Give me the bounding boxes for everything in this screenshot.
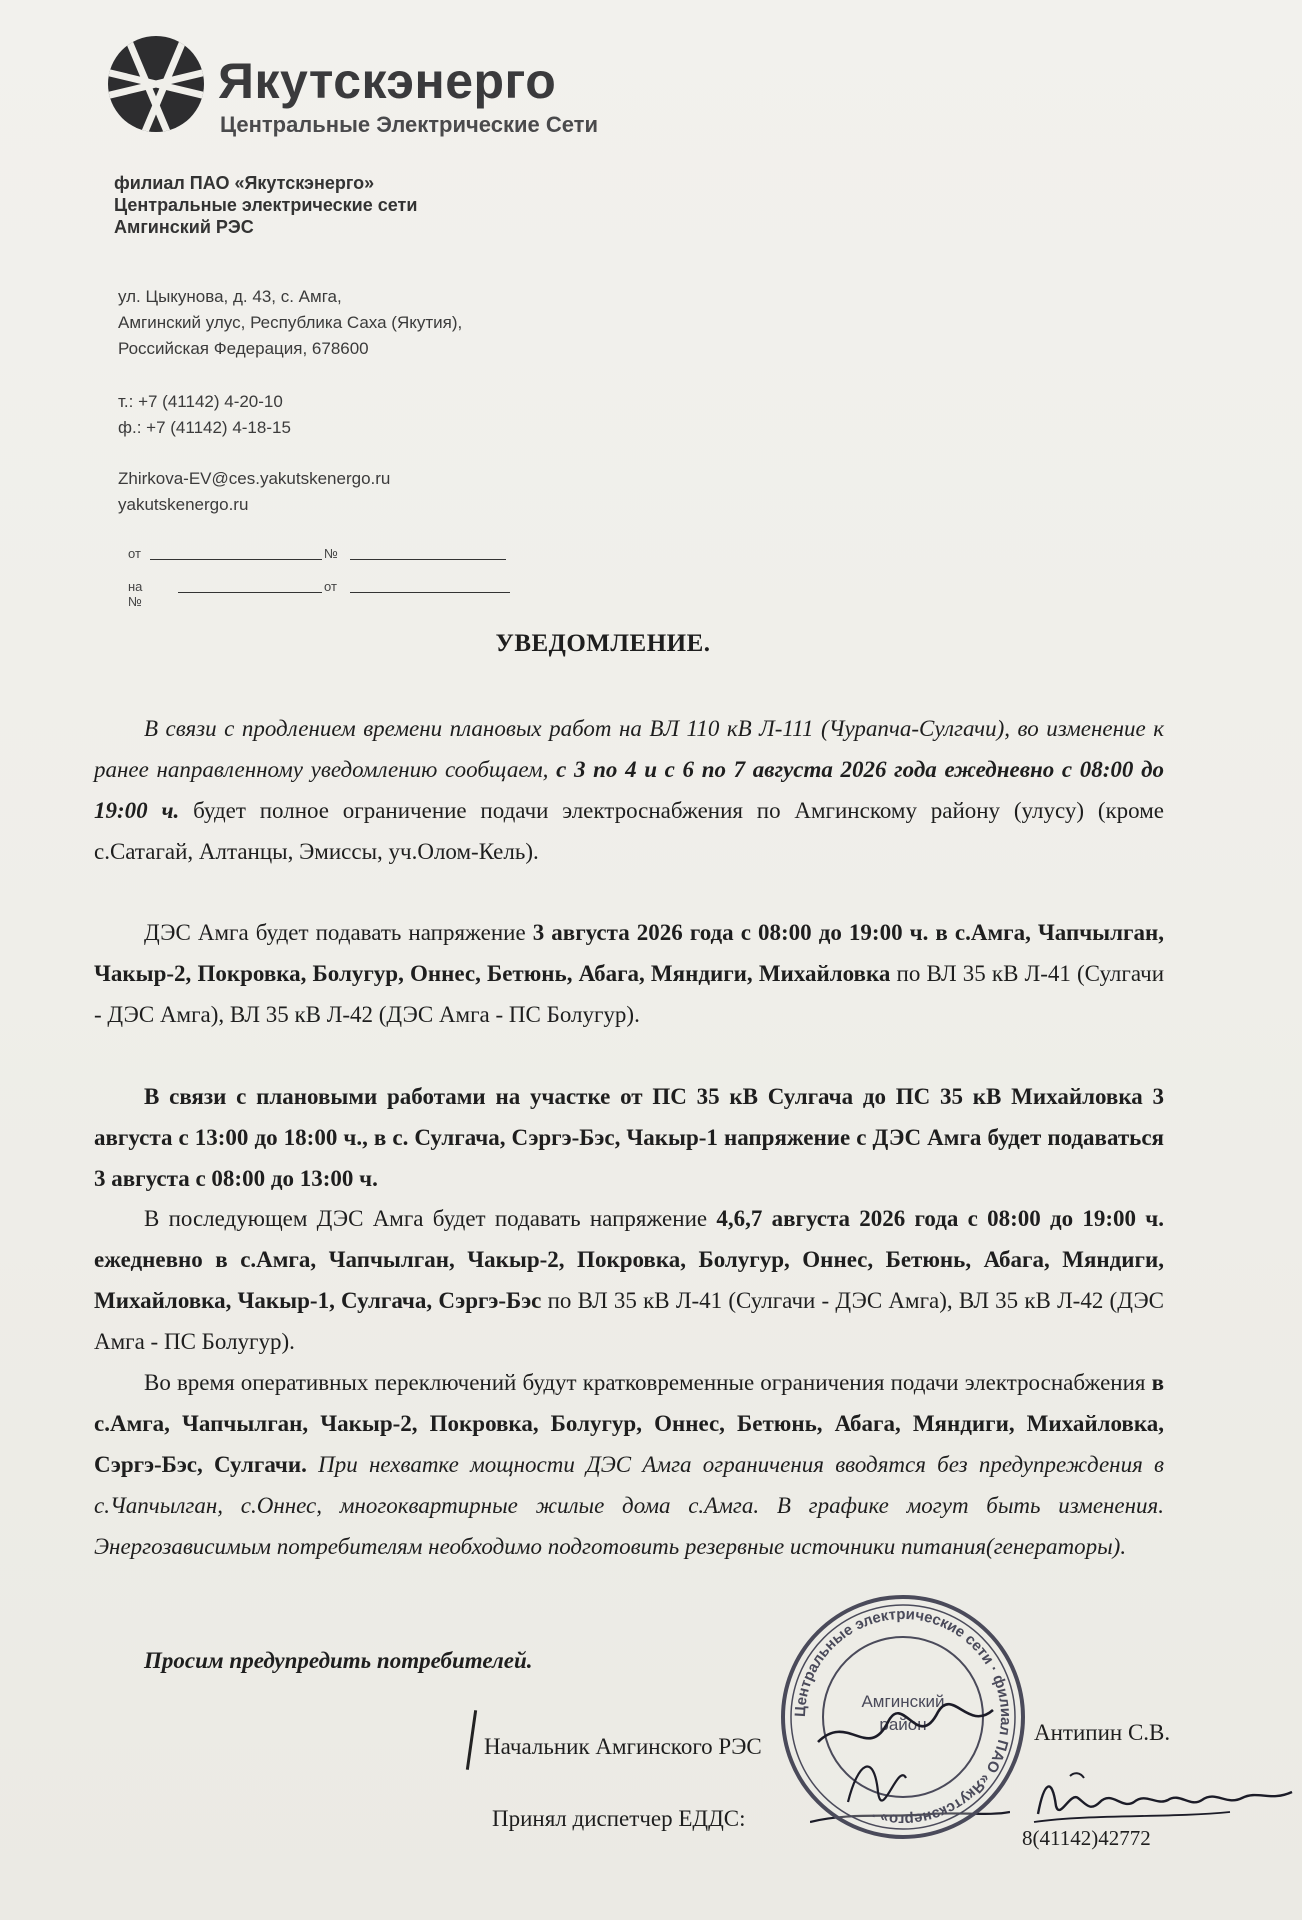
p5-text: Во время оперативных переключений будут кратковременные ограничения подачи электроснабжения xyxy=(144,1370,1152,1395)
p3-text: В связи с плановыми работами на участке от ПС 35 кВ Сулгача до ПС 35 кВ Михайловка 3 августа с 13:00 до 18:00 ч., в с. Сулгача, Сэргэ-Бэс, Чакыр-1 напряжение с ДЭС Амга будет подаваться 3 августа с 08:00 до 13:00 ч. xyxy=(94,1084,1164,1191)
website-line: yakutskenergo.ru xyxy=(118,495,249,514)
phone-line: т.: +7 (41142) 4-20-10 xyxy=(118,392,283,411)
paragraph-1 xyxy=(94,708,1164,872)
company-name: Якутскэнерго xyxy=(218,53,557,109)
paragraph-5 xyxy=(94,1362,1164,1567)
p2-tail: по ВЛ 35 кВ Л-41 (Сулгачи - ДЭС Амга), ВЛ 35 кВ Л-42 (ДЭС Амга - ПС Болугур). xyxy=(94,961,1165,1027)
company-subtitle: Центральные Электрические Сети xyxy=(220,112,598,137)
branch-block xyxy=(114,172,417,238)
p4-bold: 4,6,7 августа 2026 года с 08:00 до 19:00 ч. ежедневно в с.Амга, Чапчылган, Чакыр-2, Покровка, Болугур, Оннес, Бетюнь, Абага, Мяндиги, Михайловка, Чакыр-1, Сулгача, Сэргэ-Бэс xyxy=(94,1206,1164,1313)
document-title: УВЕДОМЛЕНИЕ. xyxy=(495,630,711,657)
p5-italic: При нехватке мощности ДЭС Амга ограничения вводятся без предупреждения в с.Чапчылган, с.Оннес, многоквартирные жилые дома с.Амга. В графике могут быть изменения. Энергозависимым потребителям необходимо подготовить резервные источники питания(генераторы). xyxy=(94,1452,1164,1559)
p1-tail: будет полное ограничение подачи электроснабжения по Амгинскому району (улусу) (кроме с.Сатагай, Алтанцы, Эмиссы, уч.Олом-Кель). xyxy=(94,798,1164,864)
address-line: Российская Федерация, 678600 xyxy=(118,339,369,358)
reg-from-label: от xyxy=(128,546,141,561)
reg-ref-number-blank xyxy=(178,592,322,593)
p1-dates: с 3 по 4 и с 6 по 7 августа 2026 года ежедневно с 08:00 до 19:00 ч. xyxy=(94,757,1164,823)
reg-on-no-label: на № xyxy=(128,579,143,609)
p5-bold: в с.Амга, Чапчылган, Чакыр-2, Покровка, Болугур, Оннес, Бетюнь, Абага, Мяндиги, Михайловка, Сэргэ-Бэс, Сулгачи. xyxy=(94,1370,1164,1477)
fax-line: ф.: +7 (41142) 4-18-15 xyxy=(118,418,291,437)
address-line: Амгинский улус, Республика Саха (Якутия), xyxy=(118,313,463,332)
email-line: Zhirkova-EV@ces.yakutskenergo.ru xyxy=(118,469,391,488)
reg-ref-date-blank xyxy=(350,592,510,593)
p2-bold: 3 августа 2026 года с 08:00 до 19:00 ч. в с.Амга, Чапчылган, Чакыр-2, Покровка, Болугур, Оннес, Бетюнь, Абага, Мяндиги, Михайловка xyxy=(94,920,1164,986)
reg-number-blank xyxy=(350,559,506,560)
stamp-ring-text: Центральные электрические сети · филиал ПАО «Якутскэнерго» · xyxy=(791,1605,1015,1829)
signature-margin-mark xyxy=(466,1710,477,1770)
p1-text: В связи с продлением времени плановых работ на ВЛ 110 кВ Л-111 (Чурапча-Сулгачи), во изменение к ранее направленному уведомлению сообщаем, xyxy=(94,716,1164,782)
address-block xyxy=(118,284,462,362)
paragraph-4 xyxy=(94,1198,1164,1362)
p2-text: ДЭС Амга будет подавать напряжение xyxy=(144,920,533,945)
p6-text: Просим предупредить потребителей. xyxy=(144,1648,533,1673)
branch-line: Амгинский РЭС xyxy=(114,217,254,237)
branch-line: Центральные электрические сети xyxy=(114,195,418,215)
contact-phones xyxy=(118,389,291,441)
p4-tail: по ВЛ 35 кВ Л-41 (Сулгачи - ДЭС Амга), ВЛ 35 кВ Л-42 (ДЭС Амга - ПС Болугур). xyxy=(94,1288,1164,1354)
official-stamp-icon xyxy=(778,1592,1028,1842)
yakutskenergo-logo-icon xyxy=(106,34,206,134)
stamp-center-text: Амгинский xyxy=(861,1692,945,1711)
reg-on-from-label: от xyxy=(324,579,337,594)
contact-web xyxy=(118,466,390,518)
received-by-label: Принял диспетчер ЕДДС: xyxy=(492,1806,746,1831)
paragraph-2 xyxy=(94,912,1164,1035)
p4-text: В последующем ДЭС Амга будет подавать напряжение xyxy=(144,1206,717,1231)
branch-line: филиал ПАО «Якутскэнерго» xyxy=(114,173,375,193)
reg-date-blank xyxy=(150,559,322,560)
address-line: ул. Цыкунова, д. 43, с. Амга, xyxy=(118,287,342,306)
signatory-position: Начальник Амгинского РЭС xyxy=(484,1734,762,1759)
reg-no-label: № xyxy=(324,546,338,561)
dispatcher-phone: 8(41142)42772 xyxy=(1022,1826,1151,1850)
stamp-center-text: район xyxy=(879,1715,927,1734)
signatory-name: Антипин С.В. xyxy=(1034,1720,1171,1745)
handwritten-signature-icon xyxy=(1030,1762,1302,1832)
paragraph-3 xyxy=(94,1076,1164,1199)
